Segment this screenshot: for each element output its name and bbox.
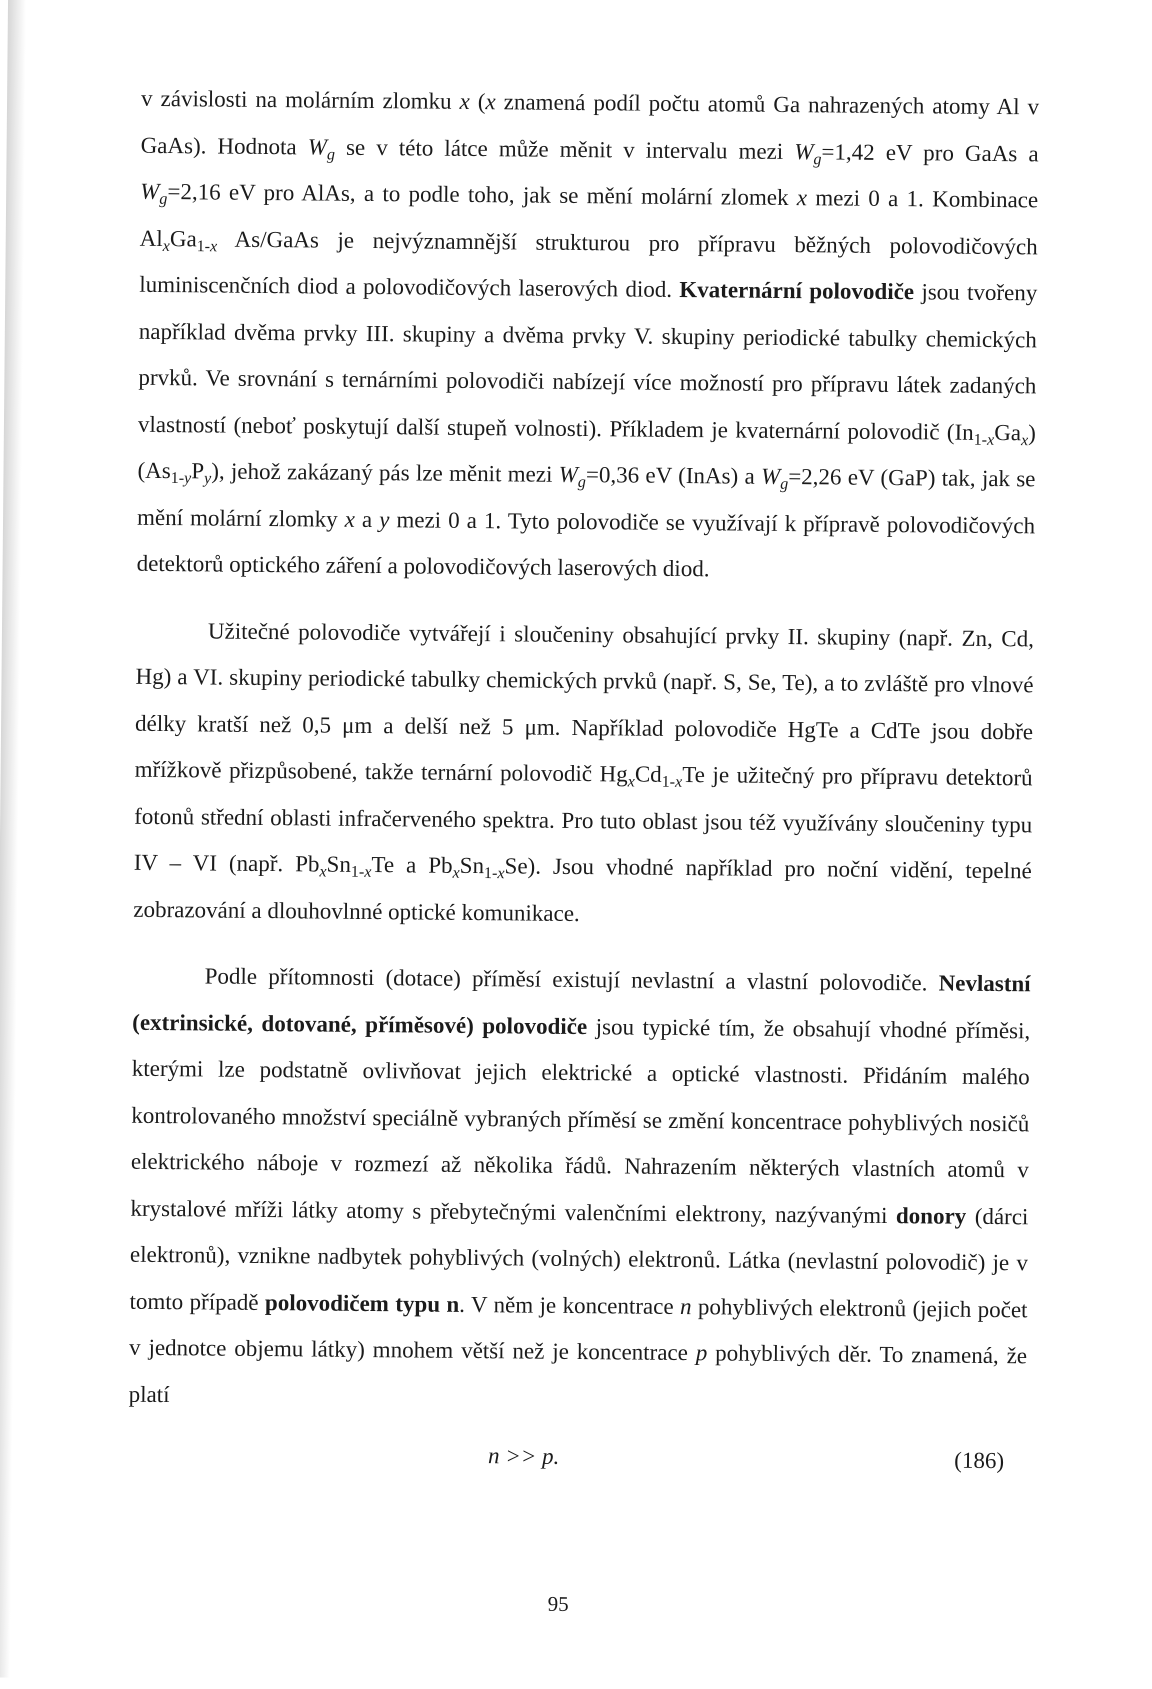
text-run: Ga [169, 225, 197, 251]
text-run: 1- [170, 469, 185, 488]
math-symbol: x [459, 88, 470, 114]
text-run: znamená podíl počtu atomů Ga nahrazených atomy Al v GaAs). Hodnota [140, 89, 1040, 159]
text-run: pohyblivých elektronů (jejich počet v jednotce objemu látky) mnohem větší než je koncentrace [128, 1293, 1028, 1366]
text-run: (dárci elektronů), vznikne nadbytek pohyblivých (volných) elektronů. Látka (nevlastní polovodič) je v tomto případě [129, 1203, 1029, 1315]
math-symbol: g [159, 190, 168, 208]
math-symbol: g [780, 475, 789, 493]
text-run: Podle přítomnosti (dotace) příměsí existují nevlastní a vlastní polovodiče. [204, 963, 939, 996]
subscript [497, 865, 504, 882]
math-symbol: x [364, 863, 372, 881]
math-symbol: x [796, 185, 808, 211]
math-symbol: W [140, 178, 160, 204]
bold-term: polovodičem typu n [264, 1289, 460, 1317]
equation: n >> p. [487, 1443, 560, 1469]
text-run: v závislosti na molárním zlomku [140, 85, 460, 114]
text-run: 1- [196, 237, 211, 255]
text-run: =2,26 eV (GaP) tak, jak se mění molární zlomky [136, 464, 1036, 532]
text-run: As/GaAs je nejvýznamnější strukturou pro přípravu běžných polovodičových luminiscenčních diod a polovodičových laserových diod. [139, 226, 1038, 302]
page-number: 95 [547, 1591, 569, 1616]
text-run: 1- [661, 773, 676, 791]
subscript [210, 238, 217, 255]
text-run: 1- [483, 864, 498, 883]
text-run: P [191, 458, 205, 484]
math-symbol: W [760, 463, 781, 489]
subscript [675, 774, 682, 791]
text-run: jsou typické tím, že obsahují vhodné příměsi, kterými lze podstatně ovlivňovat jejich elektrické a optické vlastnosti. Přidáním malého kontrolovaného množství speciálně vybraných příměsí se změní koncentrace pohyblivých nosičů elektrického náboje v rozmezí až několika řádů. Nahrazením některých vlastních atomů v krystalové mříži látky atomy s přebytečnými valenčními elektrony, nazývanými [130, 1013, 1031, 1228]
math-symbol: x [627, 773, 635, 791]
math-symbol: n [679, 1293, 692, 1319]
text-run: mezi 0 a 1. Tyto polovodiče se využívají k přípravě polovodičových detektorů optického záření a polovodičových laserových diod. [136, 506, 1036, 582]
paragraph [128, 953, 1030, 1427]
text-run: jsou tvořeny například dvěma prvky III. skupiny a dvěma prvky V. skupiny periodické tabulky chemických prvků. Ve srovnání s ternárními polovodiči nabízejí více možností pro přípravu látek zadaných vlastností (neboť poskytují další stupeň volnosti). Příkladem je kvaternární polovodič (In [137, 279, 1038, 445]
math-symbol: W [794, 138, 814, 164]
math-symbol: x [209, 237, 218, 255]
math-symbol: g [577, 473, 586, 491]
subscript [171, 470, 185, 487]
equation-number: (186) [954, 1447, 1005, 1474]
math-symbol: x [1020, 431, 1029, 449]
bold-term: Nevlastní (extrinsické, dotované, příměsové) polovodiče [132, 970, 1031, 1039]
text-run: Cd [634, 761, 662, 787]
text-run: se v této látce může měnit v intervalu mezi [334, 134, 795, 164]
subscript [184, 470, 191, 487]
text-run: 1- [350, 863, 365, 881]
math-symbol: y [379, 506, 390, 532]
math-symbol: W [558, 461, 579, 488]
text-run: =0,36 eV (InAs) a [585, 462, 762, 489]
text-run: Se). Jsou vhodné například pro noční vidění, tepelné zobrazování a dlouhovlnné optické komunikace. [133, 853, 1032, 926]
text-run: Te a Pb [371, 852, 453, 878]
text-run: Sn [326, 851, 352, 877]
math-symbol: x [986, 431, 995, 449]
math-symbol: g [813, 150, 822, 168]
text-run: =1,42 eV pro GaAs a [821, 138, 1039, 166]
body-text [128, 76, 1040, 1499]
subscript [780, 476, 788, 493]
math-symbol: x [344, 506, 356, 532]
text-run: Te je užitečný pro přípravu detektorů fotonů střední oblasti infračerveného spektra. Pro tuto oblast jsou též využívány sloučeniny typu IV – VI (např. Pb [133, 762, 1033, 877]
subscript [974, 431, 988, 448]
text-run: pohyblivých děr. To znamená, že platí [128, 1340, 1028, 1407]
math-symbol: y [184, 470, 192, 488]
subscript [351, 864, 365, 881]
text-run: ( [469, 88, 486, 115]
subscript [204, 470, 211, 487]
text-run: Sn [459, 852, 485, 879]
text-run: Užitečné polovodiče vytvářejí i sloučeniny obsahující prvky II. skupiny (např. Zn, Cd, Hg) a VI. skupiny periodické tabulky chemických prvků (např. S, Se, Te), a to zvláště pro vlnové délky kratší než 0,5 μm a delší než 5 μm. Například polovodiče HgTe a CdTe jsou dobře mřížkově přizpůsobené, takže ternární polovodič Hg [134, 617, 1035, 787]
bold-term: Kvaternární polovodiče [679, 276, 915, 305]
text-run: Ga [994, 419, 1022, 445]
subscript [662, 774, 676, 791]
page-edge-shadow [0, 0, 26, 1678]
text-run: 1- [973, 431, 988, 449]
math-symbol: x [674, 773, 683, 791]
math-symbol: W [307, 133, 328, 160]
math-symbol: g [326, 145, 335, 163]
math-symbol: x [452, 864, 460, 882]
subscript [197, 238, 211, 255]
math-symbol: x [497, 865, 505, 883]
bold-term: donory [895, 1202, 967, 1229]
text-run: ) (As [137, 419, 1037, 484]
math-symbol: x [162, 237, 170, 255]
text-run: =2,16 eV pro AlAs, a to podle toho, jak se mění molární zlomek [167, 179, 797, 211]
subscript [452, 865, 459, 882]
text-run: a [354, 506, 380, 532]
math-symbol: p [695, 1340, 708, 1366]
subscript [319, 863, 326, 880]
subscript [364, 864, 371, 881]
math-symbol: x [319, 863, 327, 881]
subscript [813, 151, 821, 168]
paragraph [136, 76, 1039, 596]
math-symbol: x [485, 89, 496, 115]
equation-row [128, 1434, 1026, 1499]
text-run: . V něm je koncentrace [459, 1291, 681, 1319]
text-run: ), jehož zakázaný pás lze měnit mezi [211, 458, 559, 487]
paragraph [133, 607, 1034, 941]
text-run: mezi 0 a 1. Kombinace Al [139, 185, 1039, 251]
subscript [484, 865, 498, 882]
math-symbol: y [203, 470, 212, 488]
